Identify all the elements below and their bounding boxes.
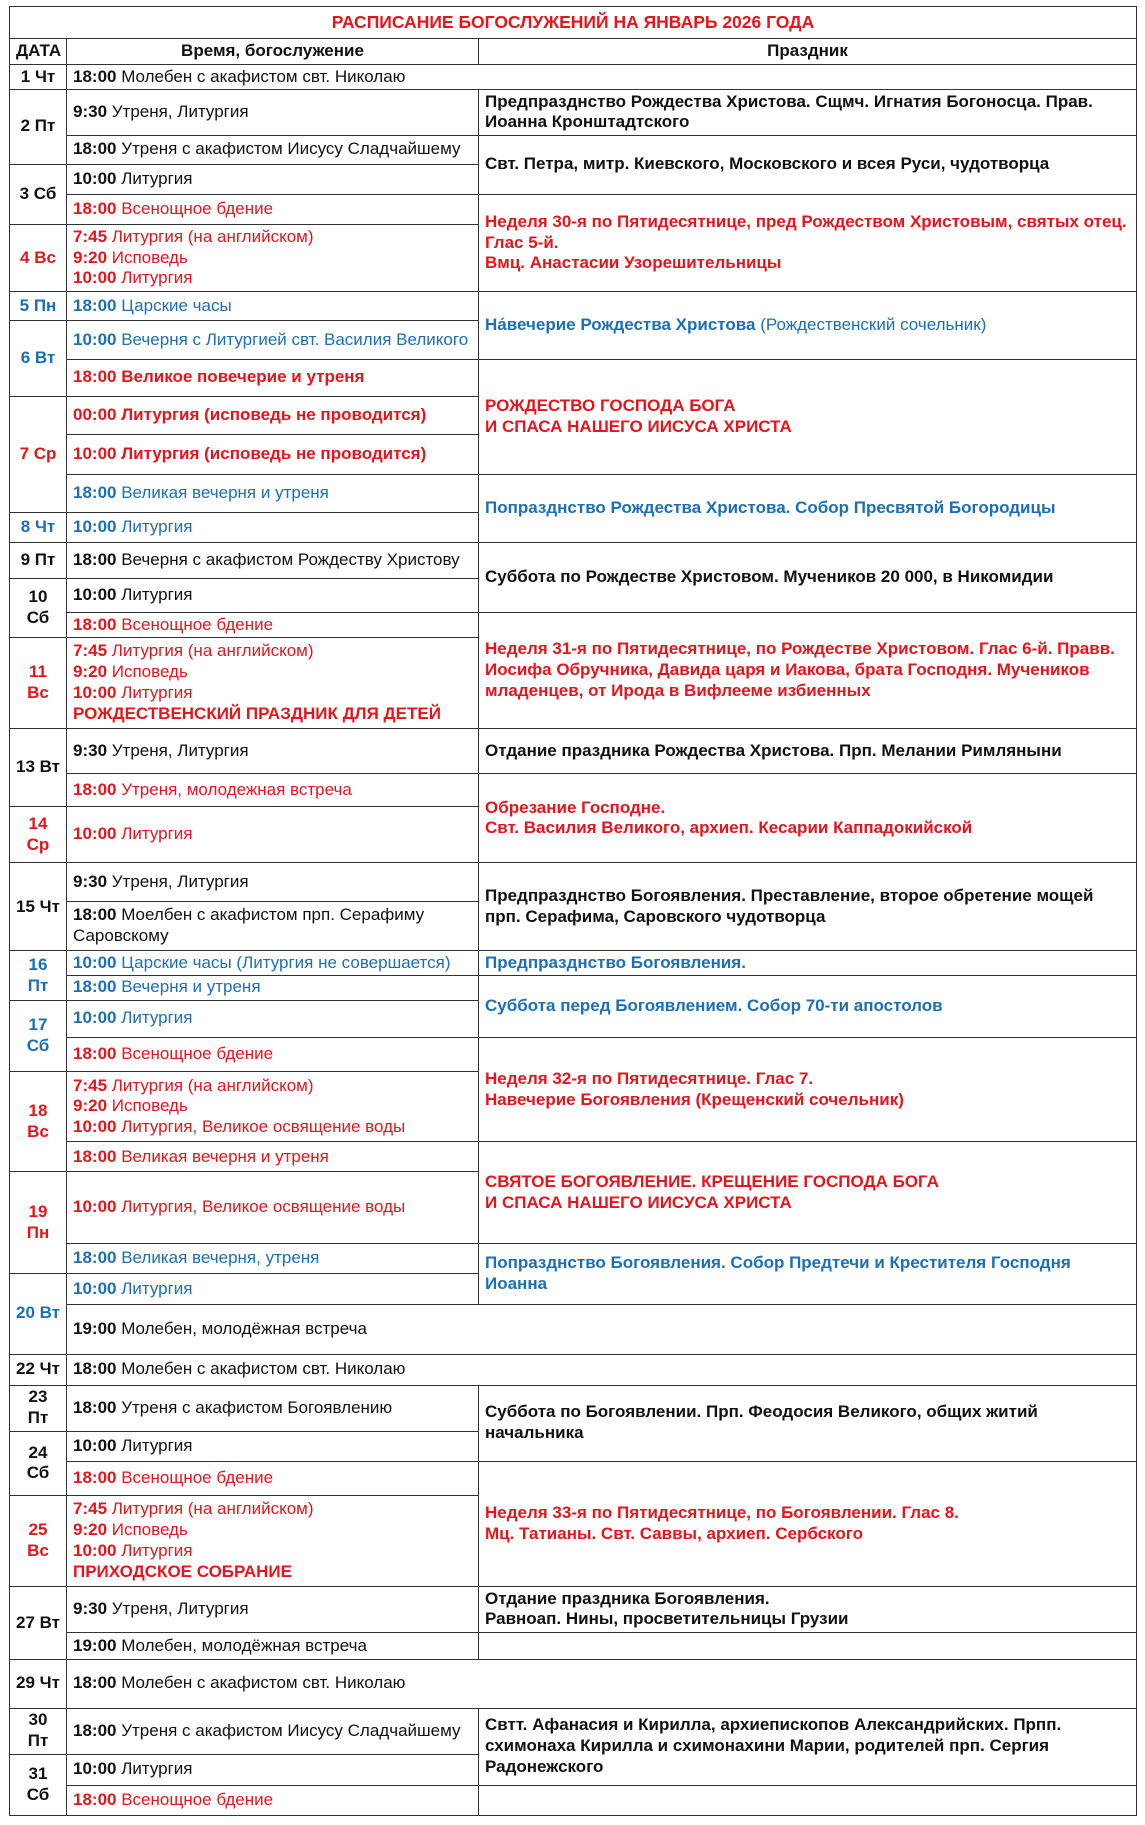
date-cell: 19 Пн bbox=[10, 1172, 67, 1273]
feast-cell: Неделя 33-я по Пятидесятнице, по Богоявлении. Глас 8. Мц. Татианы. Свт. Саввы, архиеп. Сербского bbox=[479, 1461, 1137, 1586]
service-cell: 18:00 Великая вечерня, утреня bbox=[67, 1243, 479, 1273]
empty-feast-cell bbox=[479, 1785, 1137, 1815]
header-date: ДАТА bbox=[10, 39, 67, 65]
feast-cell: Предпразднство Богоявления. Преставление, второе обретение мощей прп. Серафима, Саровского чудотворца bbox=[479, 863, 1137, 951]
feast-cell: Свт. Петра, митр. Киевского, Московского и всея Руси, чудотворца bbox=[479, 135, 1137, 194]
service-cell: 18:00 Утреня с акафистом Иисусу Сладчайшему bbox=[67, 135, 479, 164]
date-cell: 15 Чт bbox=[10, 863, 67, 951]
service-cell: 18:00 Всенощное бдение bbox=[67, 1785, 479, 1815]
page-title: РАСПИСАНИЕ БОГОСЛУЖЕНИЙ НА ЯНВАРЬ 2026 ГОДА bbox=[10, 7, 1137, 39]
service-cell: 19:00 Молебен, молодёжная встреча bbox=[67, 1632, 479, 1659]
date-cell: 7 Ср bbox=[10, 396, 67, 512]
service-cell: 10:00 Литургия bbox=[67, 164, 479, 194]
service-cell: 18:00 Утреня, молодежная встреча bbox=[67, 774, 479, 806]
date-cell: 6 Вт bbox=[10, 321, 67, 397]
service-cell: 10:00 Литургия, Великое освящение воды bbox=[67, 1172, 479, 1243]
service-cell: 9:30 Утреня, Литургия bbox=[67, 1586, 479, 1632]
feast-cell: Неделя 30-я по Пятидесятнице, пред Рождеством Христовым, святых отец. Глас 5-й. Вмц. Анастасии Узорешительницы bbox=[479, 194, 1137, 292]
service-cell: 10:00 Литургия bbox=[67, 1000, 479, 1037]
feast-cell: РОЖДЕСТВО ГОСПОДА БОГА И СПАСА НАШЕГО ИИСУСА ХРИСТА bbox=[479, 359, 1137, 474]
feast-cell: Попразднство Богоявления. Собор Предтечи и Крестителя Господня Иоанна bbox=[479, 1243, 1137, 1304]
service-cell: 10:00 Литургия bbox=[67, 579, 479, 613]
feast-cell: Суббота по Богоявлении. Прп. Феодосия Великого, общих житий начальника bbox=[479, 1385, 1137, 1461]
date-cell: 13 Вт bbox=[10, 728, 67, 806]
feast-cell: Суббота по Рождестве Христовом. Мучеников 20 000, в Никомидии bbox=[479, 542, 1137, 612]
service-cell: 18:00 Утреня с акафистом Богоявлению bbox=[67, 1385, 479, 1431]
service-cell: 10:00 Вечерня с Литургией свт. Василия Великого bbox=[67, 321, 479, 359]
service-cell: 7:45 Литургия (на английском) 9:20 Исповедь 10:00 Литургия ПРИХОДСКОЕ СОБРАНИЕ bbox=[67, 1495, 479, 1586]
feast-cell: Попразднство Рождества Христова. Собор Пресвятой Богородицы bbox=[479, 474, 1137, 542]
date-cell: 10 Сб bbox=[10, 579, 67, 638]
event-note: РОЖДЕСТВЕНСКИЙ ПРАЗДНИК ДЛЯ ДЕТЕЙ bbox=[73, 703, 441, 723]
date-cell: 1 Чт bbox=[10, 64, 67, 89]
service-cell: 9:30 Утреня, Литургия bbox=[67, 728, 479, 774]
date-cell: 3 Сб bbox=[10, 164, 67, 224]
event-note: ПРИХОДСКОЕ СОБРАНИЕ bbox=[73, 1561, 292, 1581]
service-cell: 9:30 Утреня, Литургия bbox=[67, 89, 479, 135]
feast-cell: Предпразднство Богоявления. bbox=[479, 951, 1137, 976]
date-cell: 25 Вс bbox=[10, 1495, 67, 1586]
date-cell: 30 Пт bbox=[10, 1708, 67, 1754]
service-cell: 10:00 Литургия (исповедь не проводится) bbox=[67, 435, 479, 474]
feast-cell: Суббота перед Богоявлением. Собор 70-ти апостолов bbox=[479, 976, 1137, 1038]
service-cell: 18:00 Вечерня и утреня bbox=[67, 976, 479, 1001]
date-cell: 23 Пт bbox=[10, 1385, 67, 1431]
feast-cell: Неделя 31-я по Пятидесятнице, по Рождестве Христовом. Глас 6-й. Правв. Иосифа Обручника, Давида царя и Иакова, брата Господня. Мучеников младенцев, от Ирода в Вифлееме избиенных bbox=[479, 613, 1137, 729]
service-cell: 18:00 Царские часы bbox=[67, 292, 479, 321]
feast-cell: Отдание праздника Богоявления. Равноап. Нины, просветительницы Грузии bbox=[479, 1586, 1137, 1632]
service-cell: 18:00 Моелбен с акафистом прп. Серафиму Саровскому bbox=[67, 901, 479, 951]
date-cell: 17 Сб bbox=[10, 1000, 67, 1071]
service-cell: 18:00 Всенощное бдение bbox=[67, 1037, 479, 1071]
feast-cell: На́вечерие Рождества Христова (Рождественский сочельник) bbox=[479, 292, 1137, 359]
date-cell: 9 Пт bbox=[10, 542, 67, 578]
service-cell: 19:00 Молебен, молодёжная встреча bbox=[67, 1304, 1137, 1354]
feast-cell: Свтт. Афанасия и Кирилла, архиепископов Александрийских. Прпп. схимонаха Кирилла и схимонахини Марии, родителей прп. Сергия Радонежского bbox=[479, 1708, 1137, 1785]
service-cell: 18:00 Вечерня с акафистом Рождеству Христову bbox=[67, 542, 479, 578]
service-cell: 00:00 Литургия (исповедь не проводится) bbox=[67, 396, 479, 434]
date-cell: 18 Вс bbox=[10, 1072, 67, 1172]
service-cell: 10:00 Литургия bbox=[67, 1754, 479, 1785]
service-cell: 18:00 Великая вечерня и утреня bbox=[67, 1142, 479, 1172]
feast-cell: Предпразднство Рождества Христова. Сщмч. Игнатия Богоносца. Прав. Иоанна Кронштадтского bbox=[479, 89, 1137, 135]
feast-cell: Обрезание Господне. Свт. Василия Великого, архиеп. Кесарии Каппадокийской bbox=[479, 774, 1137, 863]
feast-cell: СВЯТОЕ БОГОЯВЛЕНИЕ. КРЕЩЕНИЕ ГОСПОДА БОГА И СПАСА НАШЕГО ИИСУСА ХРИСТА bbox=[479, 1142, 1137, 1243]
date-cell: 29 Чт bbox=[10, 1659, 67, 1708]
schedule-table bbox=[9, 6, 1137, 1816]
service-cell: 10:00 Литургия bbox=[67, 1431, 479, 1461]
header-service: Время, богослужение bbox=[67, 39, 479, 65]
header-feast: Праздник bbox=[479, 39, 1137, 65]
service-cell: 18:00 Молебен с акафистом свт. Николаю bbox=[67, 64, 1137, 89]
service-cell: 10:00 Литургия bbox=[67, 806, 479, 863]
feast-cell: Неделя 32-я по Пятидесятнице. Глас 7. Навечерие Богоявления (Крещенский сочельник) bbox=[479, 1037, 1137, 1142]
service-cell: 18:00 Великая вечерня и утреня bbox=[67, 474, 479, 512]
date-cell: 31 Сб bbox=[10, 1754, 67, 1815]
service-cell: 7:45 Литургия (на английском) 9:20 Исповедь 10:00 Литургия РОЖДЕСТВЕНСКИЙ ПРАЗДНИК ДЛЯ ДЕТЕЙ bbox=[67, 637, 479, 728]
empty-feast-cell bbox=[479, 1632, 1137, 1659]
date-cell: 27 Вт bbox=[10, 1586, 67, 1659]
service-cell: 9:30 Утреня, Литургия bbox=[67, 863, 479, 901]
service-cell: 10:00 Литургия bbox=[67, 1273, 479, 1304]
date-cell: 20 Вт bbox=[10, 1273, 67, 1354]
service-cell: 7:45 Литургия (на английском) 9:20 Исповедь 10:00 Литургия bbox=[67, 224, 479, 292]
service-cell: 18:00 Всенощное бдение bbox=[67, 1461, 479, 1495]
service-cell: 18:00 Молебен с акафистом свт. Николаю bbox=[67, 1354, 1137, 1385]
service-cell: 18:00 Всенощное бдение bbox=[67, 613, 479, 638]
service-cell: 18:00 Всенощное бдение bbox=[67, 194, 479, 224]
feast-cell: Отдание праздника Рождества Христова. Прп. Мелании Римляныни bbox=[479, 728, 1137, 774]
service-cell: 18:00 Утреня с акафистом Иисусу Сладчайшему bbox=[67, 1708, 479, 1754]
date-cell: 4 Вс bbox=[10, 224, 67, 292]
date-cell: 5 Пн bbox=[10, 292, 67, 321]
service-cell: 18:00 Молебен с акафистом свт. Николаю bbox=[67, 1659, 1137, 1708]
service-cell: 10:00 Царские часы (Литургия не совершается) bbox=[67, 951, 479, 976]
date-cell: 8 Чт bbox=[10, 512, 67, 542]
date-cell: 14 Ср bbox=[10, 806, 67, 863]
date-cell: 22 Чт bbox=[10, 1354, 67, 1385]
service-cell: 7:45 Литургия (на английском) 9:20 Исповедь 10:00 Литургия, Великое освящение воды bbox=[67, 1072, 479, 1142]
service-cell: 18:00 Великое повечерие и утреня bbox=[67, 359, 479, 396]
date-cell: 11 Вс bbox=[10, 637, 67, 728]
date-cell: 24 Сб bbox=[10, 1431, 67, 1495]
date-cell: 2 Пт bbox=[10, 89, 67, 164]
service-cell: 10:00 Литургия bbox=[67, 512, 479, 542]
date-cell: 16 Пт bbox=[10, 951, 67, 1000]
